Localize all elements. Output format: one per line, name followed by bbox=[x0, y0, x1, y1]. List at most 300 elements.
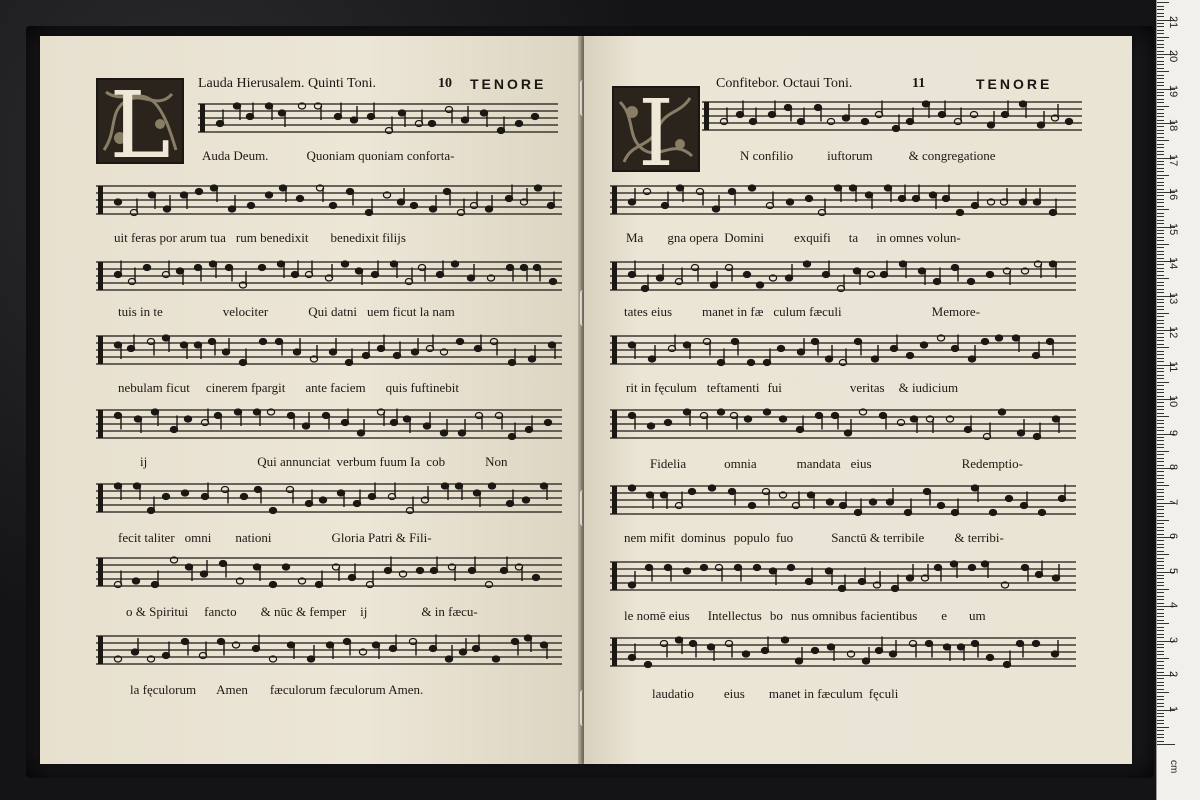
ruler-tick bbox=[1157, 551, 1164, 552]
ruler-tick bbox=[1157, 23, 1164, 24]
ruler-tick bbox=[1157, 409, 1164, 410]
ruler-tick bbox=[1157, 720, 1164, 721]
ruler-tick bbox=[1157, 185, 1164, 186]
note-head bbox=[747, 360, 754, 366]
ruler-tick bbox=[1157, 333, 1164, 334]
staff-notation bbox=[610, 634, 1076, 674]
lyric-word: Non bbox=[485, 454, 508, 469]
ruler-tick bbox=[1157, 33, 1164, 34]
note-head bbox=[259, 339, 266, 345]
page-number: 11 bbox=[912, 76, 926, 91]
note-head bbox=[967, 279, 974, 285]
staff-notation bbox=[610, 482, 1076, 522]
decorated-initial-left bbox=[96, 78, 184, 164]
ruler-tick bbox=[1157, 737, 1164, 738]
note-head bbox=[781, 637, 788, 643]
ruler-tick bbox=[1157, 485, 1169, 486]
note-head bbox=[811, 648, 818, 654]
ruler-number: 16 bbox=[1167, 188, 1179, 201]
lyric-word: le nomē eius bbox=[624, 608, 690, 623]
ruler-number: 4 bbox=[1167, 602, 1179, 609]
lyric-word: quis fuftinebit bbox=[385, 380, 459, 395]
ruler-tick bbox=[1157, 237, 1164, 238]
ruler-tick bbox=[1157, 523, 1164, 524]
lyric-word: & congregatione bbox=[908, 148, 996, 163]
note-head bbox=[143, 265, 150, 271]
ruler-tick bbox=[1157, 558, 1164, 559]
lyric-word: fancto bbox=[204, 604, 237, 619]
ruler-tick bbox=[1157, 323, 1164, 324]
note-head bbox=[341, 261, 348, 267]
lyric-word: N confilio bbox=[740, 148, 794, 163]
ruler-number: 12 bbox=[1167, 326, 1179, 339]
ruler-tick bbox=[1157, 402, 1164, 403]
ruler-number: 14 bbox=[1167, 257, 1179, 270]
note-head bbox=[296, 196, 303, 202]
ruler-tick bbox=[1157, 451, 1169, 452]
note-head bbox=[644, 662, 651, 668]
ruler-tick bbox=[1157, 471, 1164, 472]
note-head bbox=[628, 485, 635, 491]
ruler-tick bbox=[1157, 2, 1169, 3]
ruler-tick bbox=[1157, 154, 1164, 155]
ruler-tick bbox=[1157, 313, 1169, 314]
ruler-tick bbox=[1157, 361, 1164, 362]
lyric-line-4 bbox=[626, 380, 958, 396]
ruler-tick bbox=[1157, 389, 1164, 390]
clef-mark bbox=[704, 102, 709, 130]
ruler-tick bbox=[1157, 554, 1169, 555]
lyric-word: Domini bbox=[724, 230, 764, 245]
ruler-number: 19 bbox=[1167, 84, 1179, 97]
note-head bbox=[743, 272, 750, 278]
lyric-word: populo bbox=[733, 530, 770, 545]
ruler-tick bbox=[1157, 64, 1164, 65]
note-head bbox=[269, 508, 276, 514]
ruler-tick bbox=[1157, 240, 1164, 241]
ruler-tick bbox=[1157, 309, 1164, 310]
lyric-word: Redemptio- bbox=[961, 456, 1023, 471]
right-page bbox=[584, 36, 1132, 764]
note-head bbox=[428, 121, 435, 127]
ruler-number: 18 bbox=[1167, 119, 1179, 132]
lyric-word: Gloria Patri & Fili- bbox=[331, 530, 432, 545]
ruler-tick bbox=[1157, 30, 1164, 31]
clef-mark bbox=[612, 336, 617, 364]
lyric-word: rum benedixit bbox=[235, 230, 309, 245]
clef-mark bbox=[200, 104, 205, 132]
note-head bbox=[787, 565, 794, 571]
note-head bbox=[195, 189, 202, 195]
note-head bbox=[742, 651, 749, 657]
ruler-tick bbox=[1157, 627, 1164, 628]
ruler-tick bbox=[1157, 499, 1164, 500]
lyric-word: veritas bbox=[849, 380, 885, 395]
ruler-tick bbox=[1157, 320, 1164, 321]
ruler-tick bbox=[1157, 727, 1169, 728]
music-staff bbox=[610, 332, 1076, 364]
staff-notation bbox=[610, 182, 1076, 222]
ruler-tick bbox=[1157, 561, 1164, 562]
staff-notation bbox=[96, 258, 562, 298]
page-number: 10 bbox=[438, 76, 452, 91]
lyric-word: fæculorum fæculorum Amen. bbox=[269, 682, 424, 697]
ruler-number: 10 bbox=[1167, 395, 1179, 408]
ruler-tick bbox=[1157, 730, 1164, 731]
lyric-word: Qui annunciat bbox=[257, 454, 331, 469]
ruler-tick bbox=[1157, 285, 1164, 286]
lyric-word: ij bbox=[360, 604, 368, 619]
lyric-line-2 bbox=[114, 230, 406, 246]
ruler-tick bbox=[1157, 61, 1164, 62]
note-head bbox=[534, 185, 541, 191]
ruler-tick bbox=[1157, 71, 1169, 72]
lyric-word: Ma bbox=[626, 230, 644, 245]
lyric-line-6 bbox=[118, 530, 432, 546]
ruler-tick bbox=[1157, 423, 1164, 424]
ruler-tick bbox=[1157, 741, 1164, 742]
lyric-word: verbum fuum Ia bbox=[336, 454, 421, 469]
ruler-tick bbox=[1157, 682, 1164, 683]
ruler-tick bbox=[1157, 589, 1169, 590]
clef-mark bbox=[98, 636, 103, 664]
ruler-unit: cm bbox=[1168, 760, 1179, 774]
clef-mark bbox=[612, 410, 617, 438]
ruler-tick bbox=[1157, 534, 1164, 535]
ruler-tick bbox=[1157, 113, 1164, 114]
note-head bbox=[989, 510, 996, 516]
note-head bbox=[981, 339, 988, 345]
ruler-tick bbox=[1157, 337, 1164, 338]
clef-mark bbox=[98, 484, 103, 512]
ruler-tick bbox=[1157, 316, 1164, 317]
ruler-tick bbox=[1157, 430, 1164, 431]
ruler-tick bbox=[1157, 530, 1164, 531]
lyric-word: mandata bbox=[796, 456, 841, 471]
ruler-number: 1 bbox=[1167, 705, 1179, 712]
lyric-word: & iudicium bbox=[898, 380, 959, 395]
ruler-tick bbox=[1157, 275, 1164, 276]
ruler-tick bbox=[1157, 230, 1164, 231]
staff-notation bbox=[96, 632, 562, 672]
ruler-tick bbox=[1157, 692, 1169, 693]
ruler-tick bbox=[1157, 437, 1164, 438]
note-head bbox=[240, 494, 247, 500]
lyric-line-1 bbox=[202, 148, 454, 164]
ruler-tick bbox=[1157, 609, 1164, 610]
ruler-tick bbox=[1157, 575, 1164, 576]
ruler-tick bbox=[1157, 672, 1164, 673]
ruler-tick bbox=[1157, 37, 1169, 38]
note-head bbox=[998, 409, 1005, 415]
clef-mark bbox=[98, 410, 103, 438]
ruler-tick bbox=[1157, 699, 1164, 700]
note-head bbox=[1065, 119, 1072, 125]
ruler-tick bbox=[1157, 233, 1164, 234]
lyric-word: nationi bbox=[235, 530, 272, 545]
ruler-tick bbox=[1157, 247, 1164, 248]
ruler-number: 5 bbox=[1167, 567, 1179, 574]
ruler-tick bbox=[1157, 658, 1169, 659]
note-head bbox=[861, 119, 868, 125]
ruler-number: 3 bbox=[1167, 636, 1179, 643]
ruler-tick bbox=[1157, 458, 1164, 459]
note-head bbox=[753, 565, 760, 571]
ruler-tick bbox=[1157, 102, 1164, 103]
lyric-word: uit feras por arum tua bbox=[114, 230, 226, 245]
note-head bbox=[1005, 496, 1012, 502]
note-head bbox=[786, 199, 793, 205]
ruler-tick bbox=[1157, 106, 1169, 107]
ruler-tick bbox=[1157, 647, 1164, 648]
ruler-tick bbox=[1157, 603, 1164, 604]
ruler-tick bbox=[1157, 506, 1164, 507]
lyric-word: tuis in te bbox=[118, 304, 163, 319]
ruler-tick bbox=[1157, 223, 1164, 224]
ruler-tick bbox=[1157, 9, 1164, 10]
lyric-word: laudatio bbox=[652, 686, 694, 701]
staff-notation bbox=[610, 558, 1076, 598]
lyric-word: Auda Deum. bbox=[202, 148, 269, 163]
music-staff bbox=[96, 632, 562, 664]
lyric-word: culum fæculi bbox=[773, 304, 842, 319]
note-head bbox=[897, 420, 904, 426]
note-head bbox=[515, 121, 522, 127]
lyric-word: nem mifit bbox=[624, 530, 675, 545]
lyric-word: ij bbox=[140, 454, 148, 469]
ruler-tick bbox=[1157, 254, 1164, 255]
lyric-word: uem ficut la nam bbox=[367, 304, 455, 319]
ruler-tick bbox=[1157, 440, 1164, 441]
lyric-word: Memore- bbox=[931, 304, 981, 319]
lyric-word: eius bbox=[723, 686, 745, 701]
ruler-tick bbox=[1157, 140, 1169, 141]
ruler-tick bbox=[1157, 368, 1164, 369]
ruler-number: 13 bbox=[1167, 291, 1179, 304]
note-head bbox=[906, 353, 913, 359]
initial-letter: I bbox=[637, 86, 675, 172]
note-head bbox=[258, 265, 265, 271]
music-staff bbox=[702, 98, 1082, 130]
note-head bbox=[708, 485, 715, 491]
ruler-tick bbox=[1157, 278, 1169, 279]
note-head bbox=[132, 578, 139, 584]
ruler-number: 17 bbox=[1167, 153, 1179, 166]
ruler-tick bbox=[1157, 668, 1164, 669]
note-head bbox=[532, 575, 539, 581]
ruler-tick bbox=[1157, 282, 1164, 283]
music-staff bbox=[610, 258, 1076, 290]
ruler-tick bbox=[1157, 116, 1164, 117]
note-head bbox=[986, 655, 993, 661]
left-page bbox=[40, 36, 580, 764]
note-head bbox=[826, 499, 833, 505]
lyric-line-5 bbox=[650, 456, 1023, 472]
ruler-tick bbox=[1157, 634, 1164, 635]
ruler-tick bbox=[1157, 347, 1169, 348]
note-head bbox=[181, 490, 188, 496]
ruler-tick bbox=[1157, 144, 1164, 145]
ruler-tick bbox=[1157, 213, 1164, 214]
note-head bbox=[869, 499, 876, 505]
note-head bbox=[114, 199, 121, 205]
ruler-tick bbox=[1157, 40, 1164, 41]
ruler-tick bbox=[1157, 420, 1164, 421]
ruler-tick bbox=[1157, 75, 1164, 76]
music-staff bbox=[610, 634, 1076, 666]
ruler-tick bbox=[1157, 568, 1164, 569]
lyric-word: Fidelia bbox=[650, 456, 687, 471]
note-head bbox=[920, 342, 927, 348]
note-head bbox=[492, 656, 499, 662]
note-head bbox=[717, 409, 724, 415]
ruler-tick bbox=[1157, 133, 1164, 134]
ruler-tick bbox=[1157, 620, 1164, 621]
lyric-word: fęculi bbox=[868, 686, 899, 701]
ruler-tick bbox=[1157, 182, 1164, 183]
lyric-word: in omnes volun- bbox=[876, 230, 961, 245]
ruler-tick bbox=[1157, 168, 1164, 169]
ruler-number: 15 bbox=[1167, 222, 1179, 235]
measuring-ruler bbox=[1156, 0, 1200, 800]
lyric-word: Amen bbox=[216, 682, 248, 697]
ruler-number: 11 bbox=[1167, 360, 1179, 372]
ruler-tick bbox=[1157, 199, 1164, 200]
note-head bbox=[763, 409, 770, 415]
clef-mark bbox=[612, 262, 617, 290]
lyric-word: manet in fæculum bbox=[768, 686, 863, 701]
note-head bbox=[247, 203, 254, 209]
ruler-tick bbox=[1157, 509, 1164, 510]
lyric-word: manet in fæ bbox=[702, 304, 764, 319]
lyric-word: bo bbox=[769, 608, 783, 623]
ruler-tick bbox=[1157, 585, 1164, 586]
lyric-line-3 bbox=[624, 304, 980, 320]
music-staff bbox=[96, 406, 562, 438]
staff-notation bbox=[96, 554, 562, 594]
note-head bbox=[744, 416, 751, 422]
note-head bbox=[184, 416, 191, 422]
ruler-tick bbox=[1157, 147, 1164, 148]
music-staff bbox=[96, 480, 562, 512]
clef-mark bbox=[98, 558, 103, 586]
ruler-tick bbox=[1157, 354, 1164, 355]
lyric-line-7 bbox=[624, 608, 986, 624]
music-staff bbox=[610, 482, 1076, 514]
lyric-word: Sanctū & terribile bbox=[831, 530, 925, 545]
ruler-tick bbox=[1157, 637, 1164, 638]
ruler-tick bbox=[1157, 661, 1164, 662]
note-head bbox=[1032, 641, 1039, 647]
ruler-tick bbox=[1157, 706, 1164, 707]
ruler-tick bbox=[1157, 644, 1164, 645]
ruler-tick bbox=[1157, 51, 1164, 52]
lyric-word: cob bbox=[426, 454, 446, 469]
ruler-tick bbox=[1157, 599, 1164, 600]
ruler-tick bbox=[1157, 385, 1164, 386]
staff-notation bbox=[702, 98, 1082, 138]
ruler-tick bbox=[1157, 68, 1164, 69]
lyric-word: teftamenti bbox=[706, 380, 760, 395]
clef-mark bbox=[612, 186, 617, 214]
music-staff bbox=[610, 558, 1076, 590]
ruler-tick bbox=[1157, 202, 1164, 203]
ruler-tick bbox=[1157, 16, 1164, 17]
note-head bbox=[451, 261, 458, 267]
ruler-tick bbox=[1157, 496, 1164, 497]
staff-notation bbox=[610, 332, 1076, 372]
ruler-tick bbox=[1157, 651, 1164, 652]
lyric-word: fui bbox=[767, 380, 782, 395]
ruler-tick bbox=[1157, 299, 1164, 300]
ruler-tick bbox=[1157, 344, 1164, 345]
clef-mark bbox=[612, 638, 617, 666]
ruler-tick bbox=[1157, 547, 1164, 548]
ruler-tick bbox=[1157, 292, 1164, 293]
note-head bbox=[488, 483, 495, 489]
music-staff bbox=[96, 554, 562, 586]
lyric-word: ante faciem bbox=[305, 380, 366, 395]
lyric-word: Quoniam quoniam conforta- bbox=[306, 148, 455, 163]
note-head bbox=[647, 423, 654, 429]
lyric-line-8 bbox=[130, 682, 423, 698]
note-head bbox=[688, 489, 695, 495]
ruler-tick bbox=[1157, 302, 1164, 303]
ruler-tick bbox=[1157, 378, 1164, 379]
ruler-tick bbox=[1157, 716, 1164, 717]
note-head bbox=[777, 346, 784, 352]
ruler-tick bbox=[1157, 195, 1164, 196]
lyric-word: benedixit filijs bbox=[330, 230, 406, 245]
ruler-tick bbox=[1157, 216, 1164, 217]
ruler-tick bbox=[1157, 13, 1164, 14]
ruler-tick bbox=[1157, 475, 1164, 476]
music-staff bbox=[610, 182, 1076, 214]
lyric-word: cinerem fpargit bbox=[205, 380, 286, 395]
ruler-tick bbox=[1157, 513, 1164, 514]
music-staff bbox=[198, 100, 558, 132]
ruler-tick bbox=[1157, 178, 1164, 179]
note-head bbox=[531, 114, 538, 120]
lyric-word: Qui datni bbox=[308, 304, 358, 319]
ruler-tick bbox=[1157, 206, 1164, 207]
ruler-tick bbox=[1157, 268, 1164, 269]
ruler-tick bbox=[1157, 382, 1169, 383]
lyric-word: iuftorum bbox=[827, 148, 873, 163]
ruler-tick bbox=[1157, 616, 1164, 617]
ruler-tick bbox=[1157, 482, 1164, 483]
lyric-word: tates eius bbox=[624, 304, 673, 319]
ruler-tick bbox=[1157, 264, 1164, 265]
ruler-tick bbox=[1157, 209, 1169, 210]
ruler-tick bbox=[1157, 492, 1164, 493]
ruler-number: 7 bbox=[1167, 498, 1179, 505]
ruler-tick bbox=[1157, 164, 1164, 165]
page-header bbox=[716, 76, 1116, 92]
ruler-tick bbox=[1157, 478, 1164, 479]
lyric-line-2 bbox=[626, 230, 961, 246]
ruler-tick bbox=[1157, 623, 1169, 624]
ruler-tick bbox=[1157, 306, 1164, 307]
ruler-tick bbox=[1157, 289, 1164, 290]
ruler-tick bbox=[1157, 630, 1164, 631]
music-staff bbox=[96, 332, 562, 364]
ruler-tick bbox=[1157, 161, 1164, 162]
ruler-tick bbox=[1157, 6, 1164, 7]
ruler-tick bbox=[1157, 578, 1164, 579]
ruler-tick bbox=[1157, 126, 1164, 127]
ruler-tick bbox=[1157, 171, 1164, 172]
